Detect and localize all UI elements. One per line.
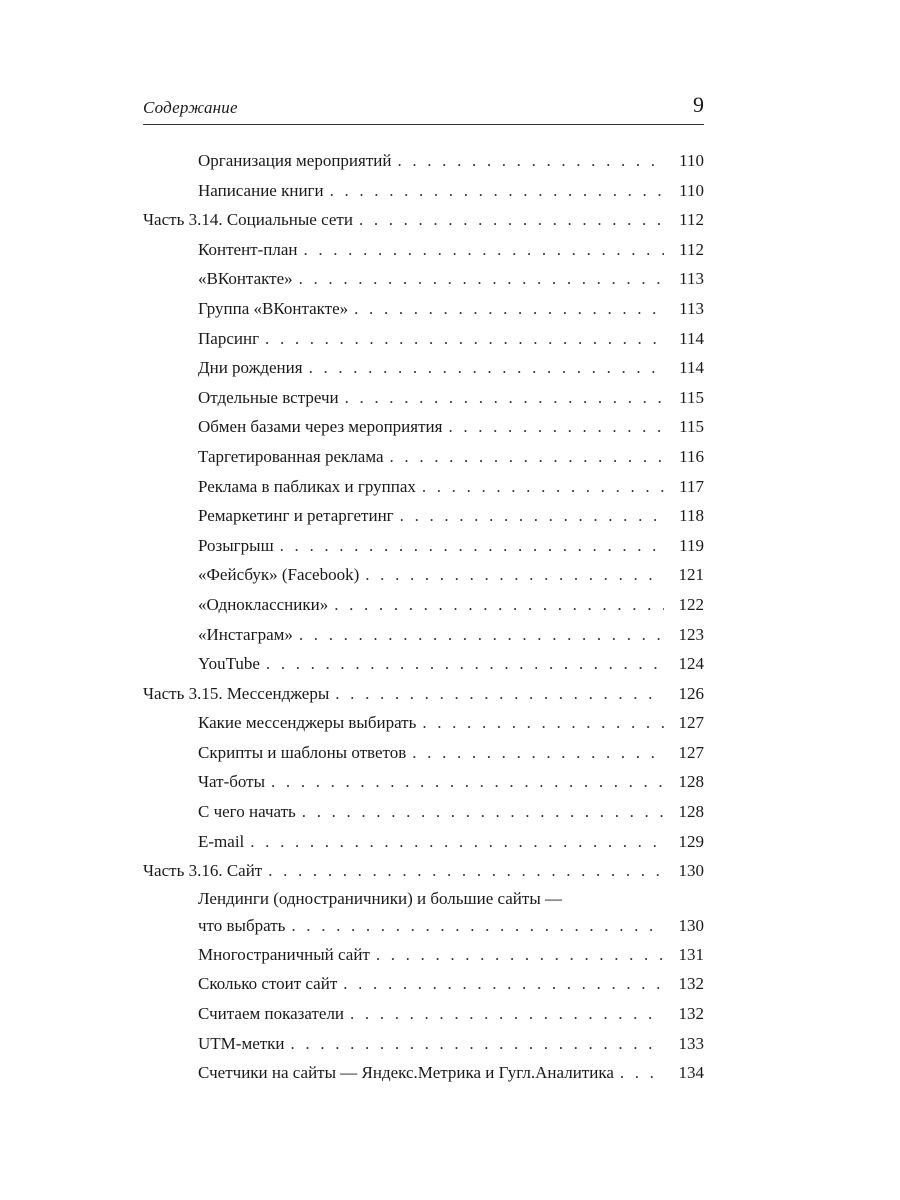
toc-entry: [143, 767, 704, 797]
toc-entry-page: 130: [678, 915, 704, 935]
toc-entry: [143, 738, 704, 768]
dot-leader: [400, 501, 664, 531]
toc-entry-title: Часть 3.16. Сайт: [143, 861, 263, 881]
toc-entry-page: 116: [679, 446, 704, 466]
toc-entry: [143, 176, 704, 206]
toc-entry-title: Часть 3.15. Мессенджеры: [143, 683, 330, 703]
toc-entry-page: 113: [679, 269, 704, 289]
dot-leader: [330, 176, 664, 206]
dot-leader: [309, 353, 664, 383]
dot-leader: [250, 827, 664, 857]
toc-entry-page: 123: [678, 624, 704, 644]
toc-entry-title: Часть 3.14. Социальные сети: [143, 210, 353, 230]
toc-entry-title: Считаем показатели: [198, 1004, 345, 1024]
dot-leader: [299, 264, 664, 294]
toc-entry-page: 110: [679, 180, 704, 200]
toc-entry: [143, 472, 704, 502]
toc-entry: [143, 294, 704, 324]
dot-leader: [265, 324, 664, 354]
toc-entry-page: 114: [679, 328, 704, 348]
toc-entry: [143, 708, 704, 738]
dot-leader: [412, 738, 664, 768]
toc-entry-page: 117: [679, 476, 704, 496]
running-header: [143, 94, 704, 125]
dot-leader: [620, 1058, 664, 1088]
toc-entry-page: 128: [678, 802, 704, 822]
toc-entry-title: Какие мессенджеры выбирать: [198, 713, 417, 733]
dot-leader: [334, 590, 664, 620]
toc-entry-title: Организация мероприятий: [198, 151, 392, 170]
toc-entry: [143, 620, 704, 650]
toc-entry: [143, 1058, 704, 1088]
toc-entry: [143, 442, 704, 472]
toc-entry: [143, 827, 704, 857]
toc-entry-page: 133: [678, 1033, 704, 1053]
dot-leader: [302, 797, 664, 827]
toc-entry-page: 134: [678, 1063, 704, 1083]
dot-leader: [376, 940, 664, 970]
table-of-contents: [143, 146, 704, 1088]
toc-entry: [143, 969, 704, 999]
toc-entry-page: 126: [678, 683, 704, 703]
dot-leader: [291, 1029, 664, 1059]
toc-entry: [143, 412, 704, 442]
toc-entry-page: 115: [679, 417, 704, 437]
toc-entry-title: Обмен базами через мероприятия: [198, 417, 443, 437]
toc-entry-title: С чего начать: [198, 802, 296, 822]
toc-entry-title: Дни рождения: [198, 358, 303, 378]
toc-entry-title: Таргетированная реклама: [198, 446, 384, 466]
dot-leader: [266, 649, 664, 679]
toc-entry-page: 127: [678, 713, 704, 733]
toc-entry: [143, 235, 704, 265]
toc-entry-page: 128: [678, 772, 704, 792]
dot-leader: [448, 412, 664, 442]
toc-entry-title: Написание книги: [198, 180, 324, 200]
dot-leader: [335, 679, 664, 709]
toc-entry-title: Реклама в пабликах и группах: [198, 476, 416, 496]
toc-entry-page: 114: [679, 358, 704, 378]
toc-entry-title: Ремаркетинг и ретаргетинг: [198, 506, 394, 526]
dot-leader: [365, 560, 664, 590]
toc-entry-title-line: Лендинги (одностраничники) и большие сайты —: [198, 888, 562, 908]
toc-entry-page: 131: [678, 944, 704, 964]
toc-entry-page: 132: [678, 974, 704, 994]
toc-entry-page: 118: [679, 506, 704, 526]
toc-entry-page: 127: [678, 742, 704, 762]
toc-entry: [143, 886, 704, 940]
toc-entry-page: 130: [678, 861, 704, 881]
dot-leader: [390, 442, 664, 472]
toc-entry-title: что выбрать: [198, 915, 286, 935]
toc-entry-page: 119: [679, 535, 704, 555]
toc-entry-title: UTM-метки: [198, 1033, 285, 1053]
toc-part-entry: [143, 679, 704, 709]
toc-entry-title: «Одноклассники»: [198, 594, 329, 614]
page-number: 9: [693, 92, 704, 117]
toc-entry-title: Сколько стоит сайт: [198, 974, 338, 994]
toc-entry-page: 132: [678, 1004, 704, 1024]
toc-entry-page: 124: [678, 654, 704, 674]
dot-leader: [299, 620, 664, 650]
dot-leader: [350, 999, 664, 1029]
toc-entry-title: Счетчики на сайты — Яндекс.Метрика и Гугл.Аналитика: [198, 1063, 614, 1083]
toc-entry-page: 121: [678, 565, 704, 585]
toc-entry-title: «Фейсбук» (Facebook): [198, 565, 360, 585]
running-title: Содержание: [143, 98, 238, 117]
toc-entry: [143, 1029, 704, 1059]
toc-entry-page: 122: [678, 594, 704, 614]
dot-leader: [397, 146, 664, 176]
toc-entry: [143, 146, 704, 176]
toc-entry: [143, 383, 704, 413]
toc-entry: [143, 940, 704, 970]
toc-entry-title: «ВКонтакте»: [198, 269, 293, 289]
toc-entry-title: Парсинг: [198, 328, 260, 348]
toc-entry-page: 112: [679, 210, 704, 230]
dot-leader: [271, 767, 664, 797]
toc-entry: [143, 324, 704, 354]
toc-entry: [143, 649, 704, 679]
toc-entry-title: Группа «ВКонтакте»: [198, 298, 349, 318]
toc-entry: [143, 501, 704, 531]
dot-leader: [268, 856, 664, 886]
toc-entry-title: Отдельные встречи: [198, 387, 339, 407]
toc-entry-title: E-mail: [198, 831, 245, 851]
dot-leader: [291, 911, 664, 941]
dot-leader: [359, 205, 664, 235]
toc-entry: [143, 264, 704, 294]
dot-leader: [422, 472, 664, 502]
toc-entry-title: Чат-боты: [198, 772, 266, 792]
toc-entry: [143, 797, 704, 827]
toc-entry: [143, 353, 704, 383]
toc-entry-title: YouTube: [198, 654, 260, 674]
toc-entry-page: 129: [678, 831, 704, 851]
toc-entry-page: 110: [679, 151, 704, 170]
toc-entry: [143, 531, 704, 561]
dot-leader: [354, 294, 664, 324]
dot-leader: [280, 531, 664, 561]
toc-entry: [143, 590, 704, 620]
dot-leader: [422, 708, 664, 738]
toc-part-entry: [143, 205, 704, 235]
toc-entry-title: Многостраничный сайт: [198, 944, 370, 964]
toc-entry-page: 113: [679, 298, 704, 318]
dot-leader: [345, 383, 664, 413]
dot-leader: [303, 235, 664, 265]
toc-entry: [143, 560, 704, 590]
toc-entry: [143, 999, 704, 1029]
toc-entry-page: 112: [679, 239, 704, 259]
toc-entry-title: Контент-план: [198, 239, 298, 259]
dot-leader: [343, 969, 664, 999]
toc-entry-title: Розыгрыш: [198, 535, 274, 555]
toc-entry-title: «Инстаграм»: [198, 624, 293, 644]
toc-part-entry: [143, 856, 704, 886]
toc-entry-title: Скрипты и шаблоны ответов: [198, 742, 407, 762]
toc-entry-page: 115: [679, 387, 704, 407]
